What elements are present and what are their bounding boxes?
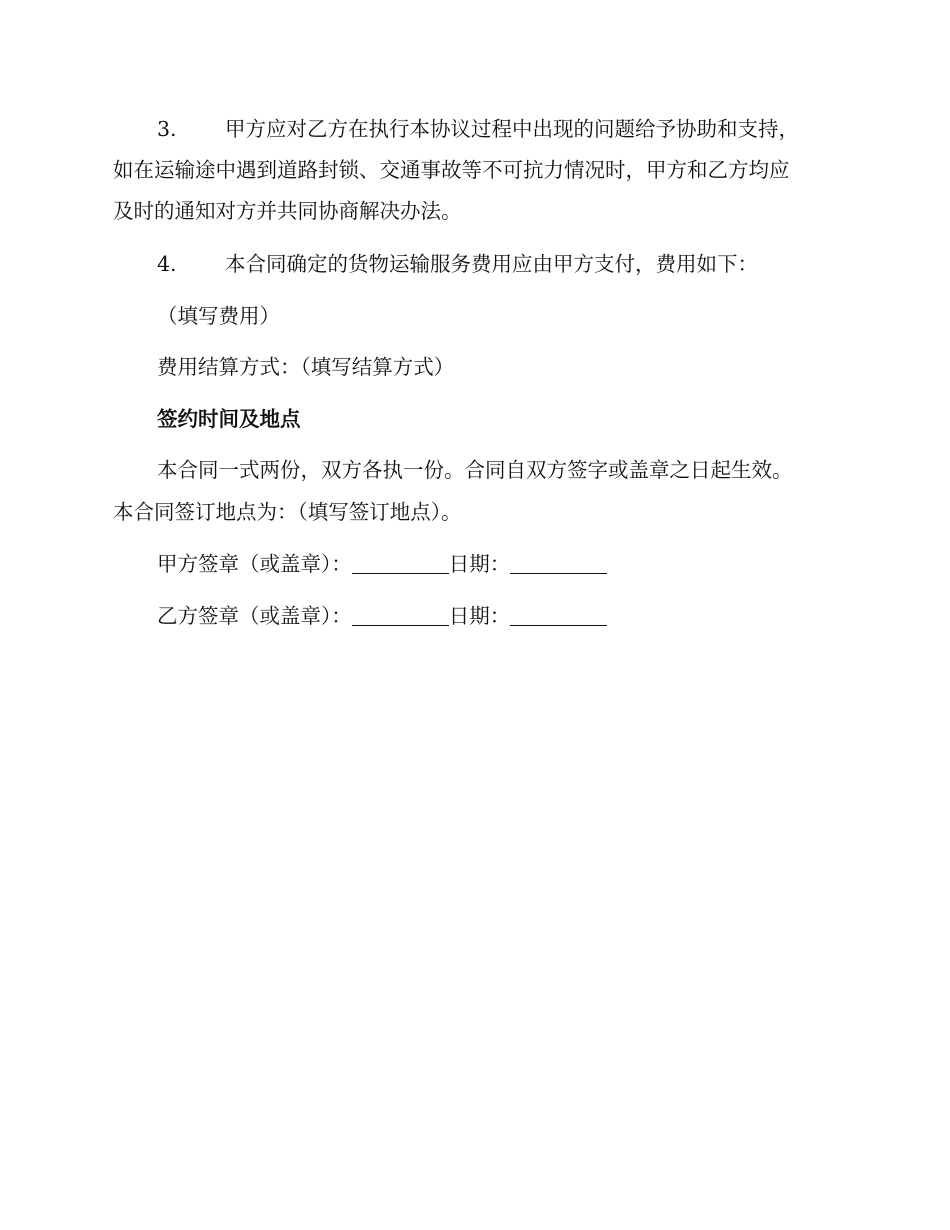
fee-placeholder: （填写费用） [157, 304, 280, 328]
signing-heading: 签约时间及地点 [157, 407, 301, 431]
party-a-date-blank[interactable] [510, 553, 607, 574]
party-b-date-blank[interactable] [510, 605, 607, 626]
party-a-signature-blank[interactable] [352, 553, 449, 574]
party-a-date-label: 日期： [448, 552, 511, 576]
clause-3-number: 3. [157, 117, 177, 141]
clause-3-line-1 [157, 115, 799, 143]
party-a-signature-row [157, 550, 607, 578]
settlement-method: 费用结算方式：（填写结算方式） [157, 355, 455, 379]
party-b-signature-blank[interactable] [352, 605, 449, 626]
signing-para-line-2: 本合同签订地点为：（填写签订地点）。 [113, 500, 462, 524]
clause-4-number: 4. [157, 252, 177, 276]
party-b-label: 乙方签章（或盖章）： [157, 604, 352, 628]
clause-4 [157, 250, 758, 278]
signing-para-line-1: 本合同一式两份，双方各执一份。合同自双方签字或盖章之日起生效。 [157, 458, 793, 482]
party-b-date-label: 日期： [448, 604, 511, 628]
party-b-signature-row [157, 602, 607, 630]
clause-3-text-line-1: 甲方应对乙方在执行本协议过程中出现的问题给予协助和支持， [225, 117, 799, 141]
clause-4-text: 本合同确定的货物运输服务费用应由甲方支付，费用如下： [225, 252, 758, 276]
clause-3-line-2: 如在运输途中遇到道路封锁、交通事故等不可抗力情况时，甲方和乙方均应 [113, 158, 790, 182]
party-a-label: 甲方签章（或盖章）： [157, 552, 352, 576]
clause-3-line-3: 及时的通知对方并共同协商解决办法。 [113, 199, 462, 223]
